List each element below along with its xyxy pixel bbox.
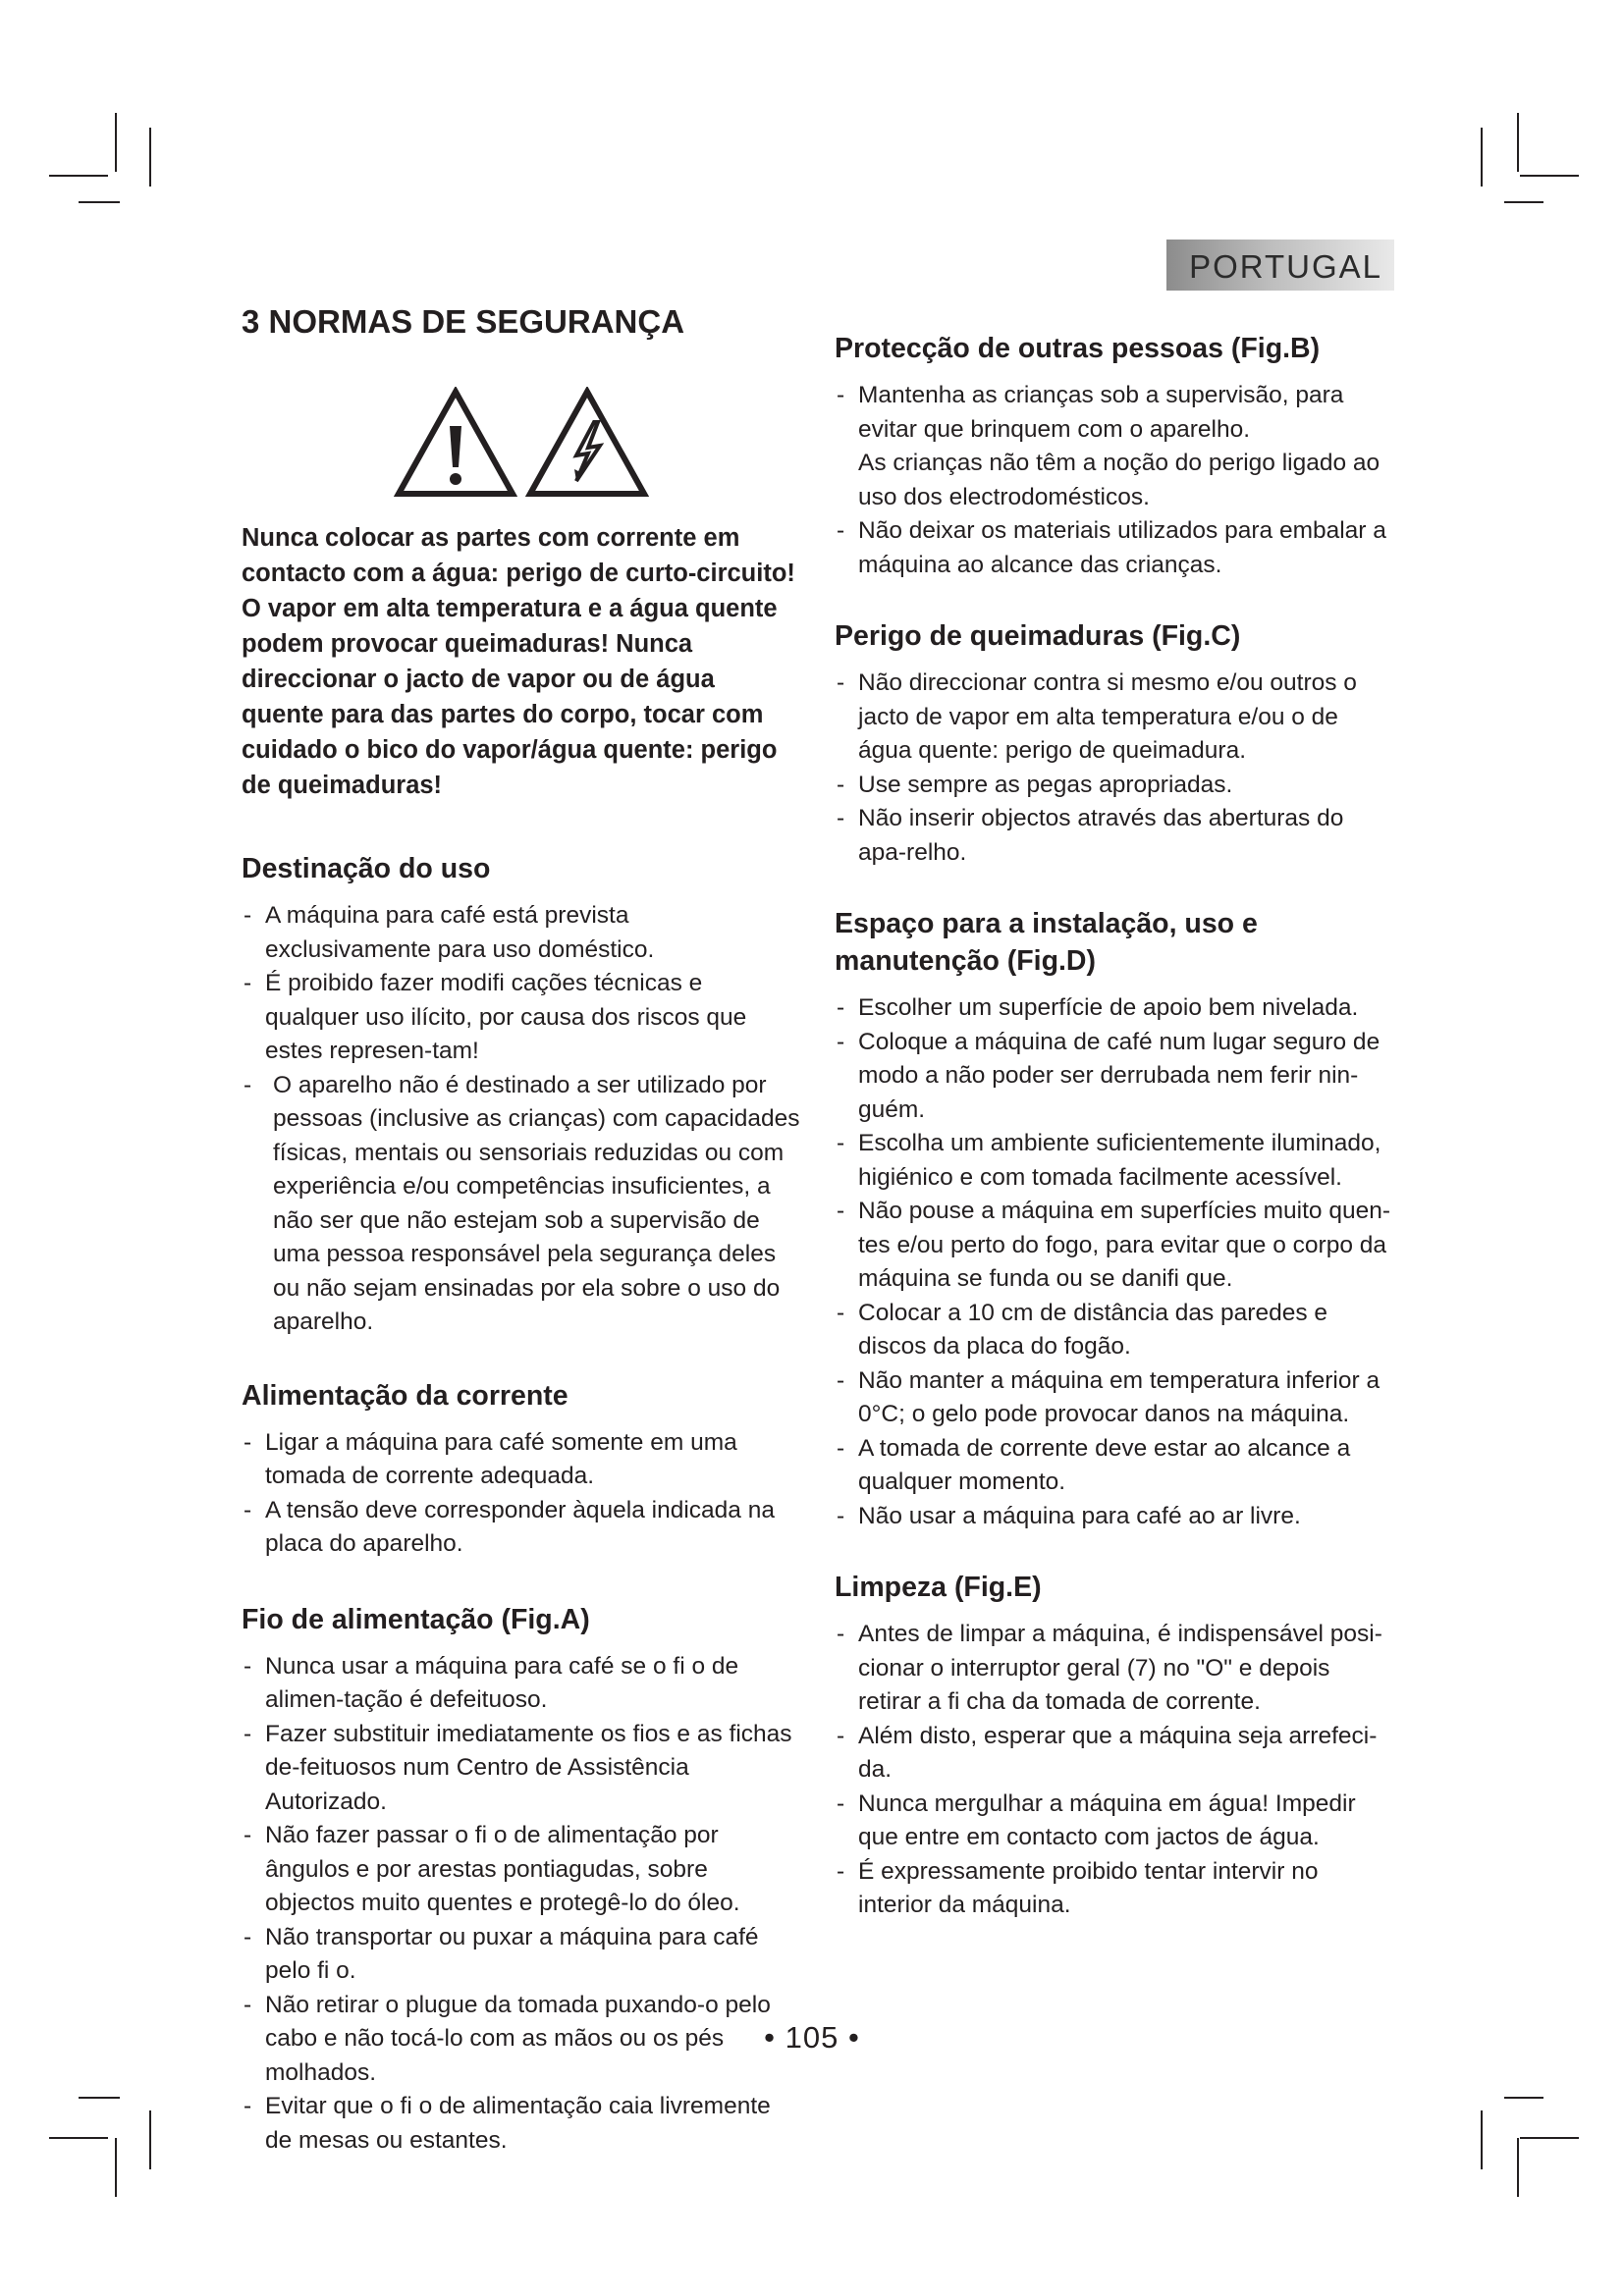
list-item: - Nunca mergulhar a máquina em água! Impedir que entre em contacto com jactos de água.: [835, 1788, 1396, 1855]
list-item: - É expressamente proibido tentar intervir no interior da máquina.: [835, 1855, 1396, 1923]
section-title: Destinação do uso: [242, 853, 491, 884]
section-limpeza: [835, 1569, 1396, 1923]
list-item: As crianças não têm a noção do perigo ligado ao uso dos electrodomésticos.: [858, 450, 1380, 510]
section-proteccao: [835, 330, 1396, 582]
list-item: - Além disto, esperar que a máquina seja arrefeci-da.: [835, 1720, 1396, 1788]
section-queimaduras: [835, 617, 1396, 870]
list-item: - Não pouse a máquina em superfícies muito quen-tes e/ou perto do fogo, para evitar que o corpo da máquina se funda ou se danifi que.: [835, 1195, 1396, 1297]
list-item: - Não transportar ou puxar a máquina para café pelo fi o.: [242, 1921, 801, 1989]
list-item: - Ligar a máquina para café somente em uma tomada de corrente adequada.: [242, 1426, 801, 1494]
list-item: - Colocar a 10 cm de distância das paredes e discos da placa do fogão.: [835, 1297, 1396, 1364]
section-title: Fio de alimentação (Fig.A): [242, 1603, 590, 1635]
section-fio: [242, 1601, 801, 2159]
warning-exclamation-icon: [394, 387, 517, 499]
left-column: [242, 294, 801, 2158]
section-title: Protecção de outras pessoas (Fig.B): [835, 333, 1321, 364]
list-item: - Não retirar o plugue da tomada puxando-o pelo cabo e não tocá-lo com as mãos ou os pés molhados.: [242, 1989, 801, 2091]
list-item: - Não deixar os materiais utilizados para embalar a máquina ao alcance das crianças.: [835, 514, 1396, 582]
list-item: - A tensão deve corresponder àquela indicada na placa do aparelho.: [242, 1494, 801, 1562]
language-label: PORTUGAL: [1189, 248, 1382, 285]
list-item: - A tomada de corrente deve estar ao alcance a qualquer momento.: [835, 1432, 1396, 1500]
page-number: • 105 •: [764, 2020, 860, 2055]
section-espaco: [835, 905, 1396, 1533]
list-item: - Não manter a máquina em temperatura inferior a 0°C; o gelo pode provocar danos na máquina.: [835, 1364, 1396, 1432]
section-title: Perigo de queimaduras (Fig.C): [835, 620, 1241, 652]
section-destinacao: [242, 850, 801, 1340]
electrical-warning: Nunca colocar as partes com corrente em contacto com a água: perigo de curto-circuito! O vapor em alta temperatura e a água quente podem provocar queimaduras! Nunca direccionar o jacto de vapor ou de água quente para das partes do corpo, tocar com cuidado o bico do vapor/água quente: perigo de queimaduras!: [242, 524, 795, 799]
section-alimentacao: [242, 1377, 801, 1562]
list-item: - A máquina para café está prevista exclusivamente para uso doméstico.: [242, 899, 801, 967]
section-title: Alimentação da corrente: [242, 1379, 568, 1412]
safety-title: 3 NORMAS DE SEGURANÇA: [242, 303, 685, 340]
list-item: - Evitar que o fi o de alimentação caia livremente de mesas ou estantes.: [242, 2090, 801, 2158]
list-item: - Não inserir objectos através das aberturas do apa-relho.: [835, 802, 1396, 870]
list-item: - O aparelho não é destinado a ser utilizado por pessoas (inclusive as crianças) com capacidades físicas, mentais ou sensoriais reduzidas ou com experiência e/ou competências insuficientes, a não ser que não estejam sob a supervisão de uma pessoa responsável pela segurança deles ou não sejam ensinadas por ela sobre o uso do aparelho.: [242, 1069, 801, 1340]
section-title: Limpeza (Fig.E): [835, 1572, 1042, 1603]
electric-shock-icon: [525, 387, 649, 499]
list-item: - Use sempre as pegas apropriadas.: [835, 769, 1396, 803]
list-item: - Não fazer passar o fi o de alimentação por ângulos e por arestas pontiagudas, sobre objectos muito quentes e protegê-lo do óleo.: [242, 1819, 801, 1921]
list-item: - Nunca usar a máquina para café se o fi o de alimen-tação é defeituoso.: [242, 1650, 801, 1718]
list-item: - Antes de limpar a máquina, é indispensável posi-cionar o interruptor geral (7) no "O" e depois retirar a fi cha da tomada de corrente.: [835, 1618, 1396, 1720]
list-item: - Escolher um superfície de apoio bem nivelada.: [835, 991, 1396, 1026]
list-item: - Coloque a máquina de café num lugar seguro de modo a não poder ser derrubada nem ferir nin-guém.: [835, 1026, 1396, 1128]
list-item: - Escolha um ambiente suficientemente iluminado, higiénico e com tomada facilmente acessível.: [835, 1127, 1396, 1195]
list-item: - Não direccionar contra si mesmo e/ou outros o jacto de vapor em alta temperatura e/ou o de água quente: perigo de queimadura.: [835, 667, 1396, 769]
section-title: Espaço para a instalação, uso e manutenção (Fig.D): [835, 908, 1258, 977]
right-column: [835, 294, 1396, 1923]
list-item: - Fazer substituir imediatamente os fios e as fichas de-feituosos num Centro de Assistência Autorizado.: [242, 1718, 801, 1820]
language-tab: [1166, 240, 1394, 291]
list-item: - Mantenha as crianças sob a supervisão, para evitar que brinquem com o aparelho.: [835, 379, 1396, 447]
warning-icons: [242, 387, 801, 499]
list-item: - Não usar a máquina para café ao ar livre.: [835, 1500, 1396, 1534]
list-item: - É proibido fazer modifi cações técnicas e qualquer uso ilícito, por causa dos riscos que estes represen-tam!: [242, 967, 801, 1069]
